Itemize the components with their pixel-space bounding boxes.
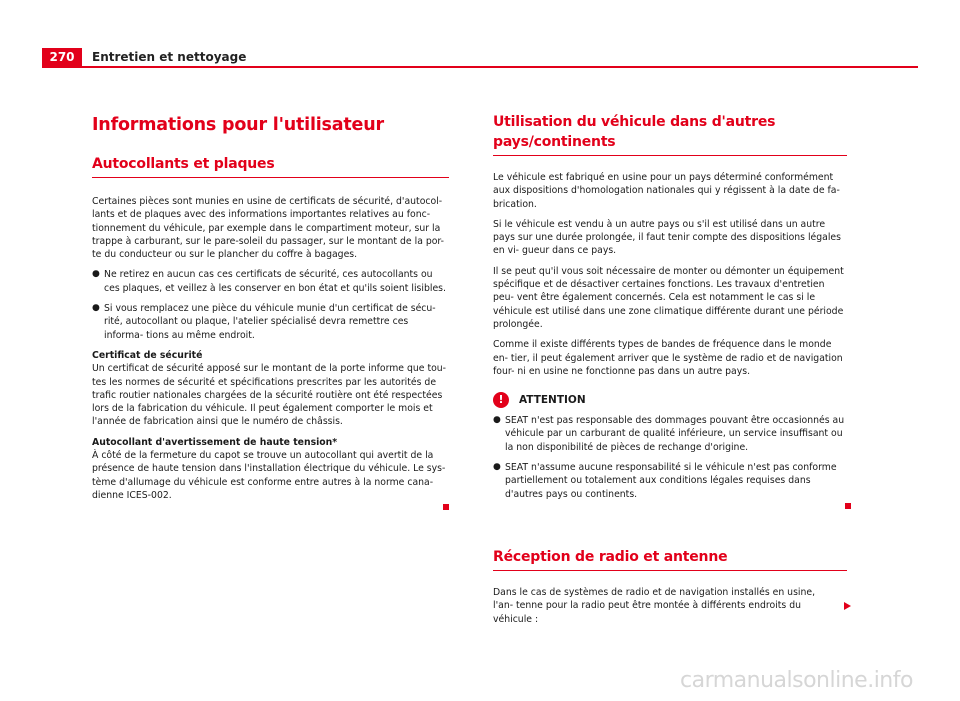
bullet-text: SEAT n'assume aucune responsabilité si le véhicule n'est pas conforme partiellement ou totalement aux conditions légales requises dans d'autres pays ou continents. [505, 462, 837, 500]
paragraph: Si le véhicule est vendu à un autre pays ou s'il est utilisé dans un autre pays sur une durée prolongée, il faut tenir compte des dispositions légales en vi- gueur dans ce pays. [493, 218, 841, 257]
radio-paragraph: Dans le cas de systèmes de radio et de navigation installés en usine, l'an- tenne pour la radio peut être montée à différents endroits du véhicule : [493, 586, 816, 625]
attention-box-header [493, 392, 847, 408]
section-heading-pays: Utilisation du véhicule dans d'autres pays/continents [493, 112, 847, 156]
attention-bullet [493, 461, 847, 501]
attention-bullet [493, 414, 847, 454]
section-end-marker-icon [443, 504, 449, 510]
attention-label: ATTENTION [519, 394, 586, 407]
section-heading-radio: Réception de radio et antenne [493, 547, 847, 571]
certificat-paragraph: Un certificat de sécurité apposé sur le montant de la porte informe que tou- tes les normes de sécurité et spécifications prescrites par les autorités de trafic routier nationales chargées de la sécurité routière ont été respectées lors de la fabrication du véhicule. Il peut également comporter le mois et l'année de fabrication ainsi que le numéro de châssis. [92, 363, 447, 428]
section-end-marker-icon [845, 503, 851, 509]
bullet-item [92, 302, 449, 342]
continue-arrow-icon [844, 602, 851, 610]
warning-icon: ! [493, 392, 509, 408]
paragraph: Le véhicule est fabriqué en usine pour un pays déterminé conformément aux dispositions d'homologation nationales qui y régissent à la date de fa- brication. [493, 172, 840, 210]
bullet-dot-icon: ● [493, 415, 501, 426]
bullet-text: Ne retirez en aucun cas ces certificats de sécurité, ces autocollants ou ces plaques, et veillez à les conserver en bon état et qu'ils soient lisibles. [104, 269, 446, 294]
running-title: Entretien et nettoyage [92, 50, 247, 64]
paragraph: Il se peut qu'il vous soit nécessaire de monter ou démonter un équipement spécifique et de désactiver certaines fonctions. Les travaux d'entretien peu- vent être également concernés. Cela est notamment le cas si le véhicule est utilisé dans une zone climatique différente durant une période prolongée. [493, 265, 844, 330]
bullet-item [92, 268, 449, 295]
intro-paragraph: Certaines pièces sont munies en usine de certificats de sécurité, d'autocol- lants et de plaques avec des informations importantes relatives au fonc- tionnement du véhicule, par exemple dans le compartiment moteur, sur la trappe à carburant, sur le pare-soleil du passager, sur le montant de la por- te du conducteur ou sur le plancher du coffre à bagages. [92, 196, 445, 261]
page-number: 270 [42, 48, 82, 66]
haute-tension-text: À côté de la fermeture du capot se trouve un autocollant qui avertit de la présence de haute tension dans l'installation électrique du véhicule. Le sys- tème d'allumage du véhicule est conforme entre autres à la norme cana- dienne ICES-002. [92, 450, 446, 501]
left-column [92, 112, 449, 514]
subheading-haute-tension: Autocollant d'avertissement de haute tension* [92, 436, 338, 448]
bullet-dot-icon: ● [493, 462, 501, 473]
header-rule [42, 66, 918, 68]
watermark: carmanualsonline.info [680, 668, 913, 693]
subheading-certificat: Certificat de sécurité [92, 349, 203, 361]
right-column [493, 112, 847, 633]
bullet-dot-icon: ● [92, 303, 100, 314]
bullet-dot-icon: ● [92, 269, 100, 280]
bullet-text: Si vous remplacez une pièce du véhicule munie d'un certificat de sécu- rité, autocollant ou plaque, l'atelier spécialisé devra remettre ces informa- tions au même endroit. [104, 303, 436, 341]
bullet-text: SEAT n'est pas responsable des dommages pouvant être occasionnés au véhicule par un carburant de qualité inférieure, un service insuffisant ou la non disponibilité de pièces de rechange d'origine. [505, 415, 845, 453]
chapter-title: Informations pour l'utilisateur [92, 115, 384, 135]
section-heading-autocollants: Autocollants et plaques [92, 154, 449, 178]
paragraph: Comme il existe différents types de bandes de fréquence dans le monde en- tier, il peut également arriver que le système de radio et de navigation four- ni en usine ne fonctionne pas dans un autre pays. [493, 339, 843, 377]
